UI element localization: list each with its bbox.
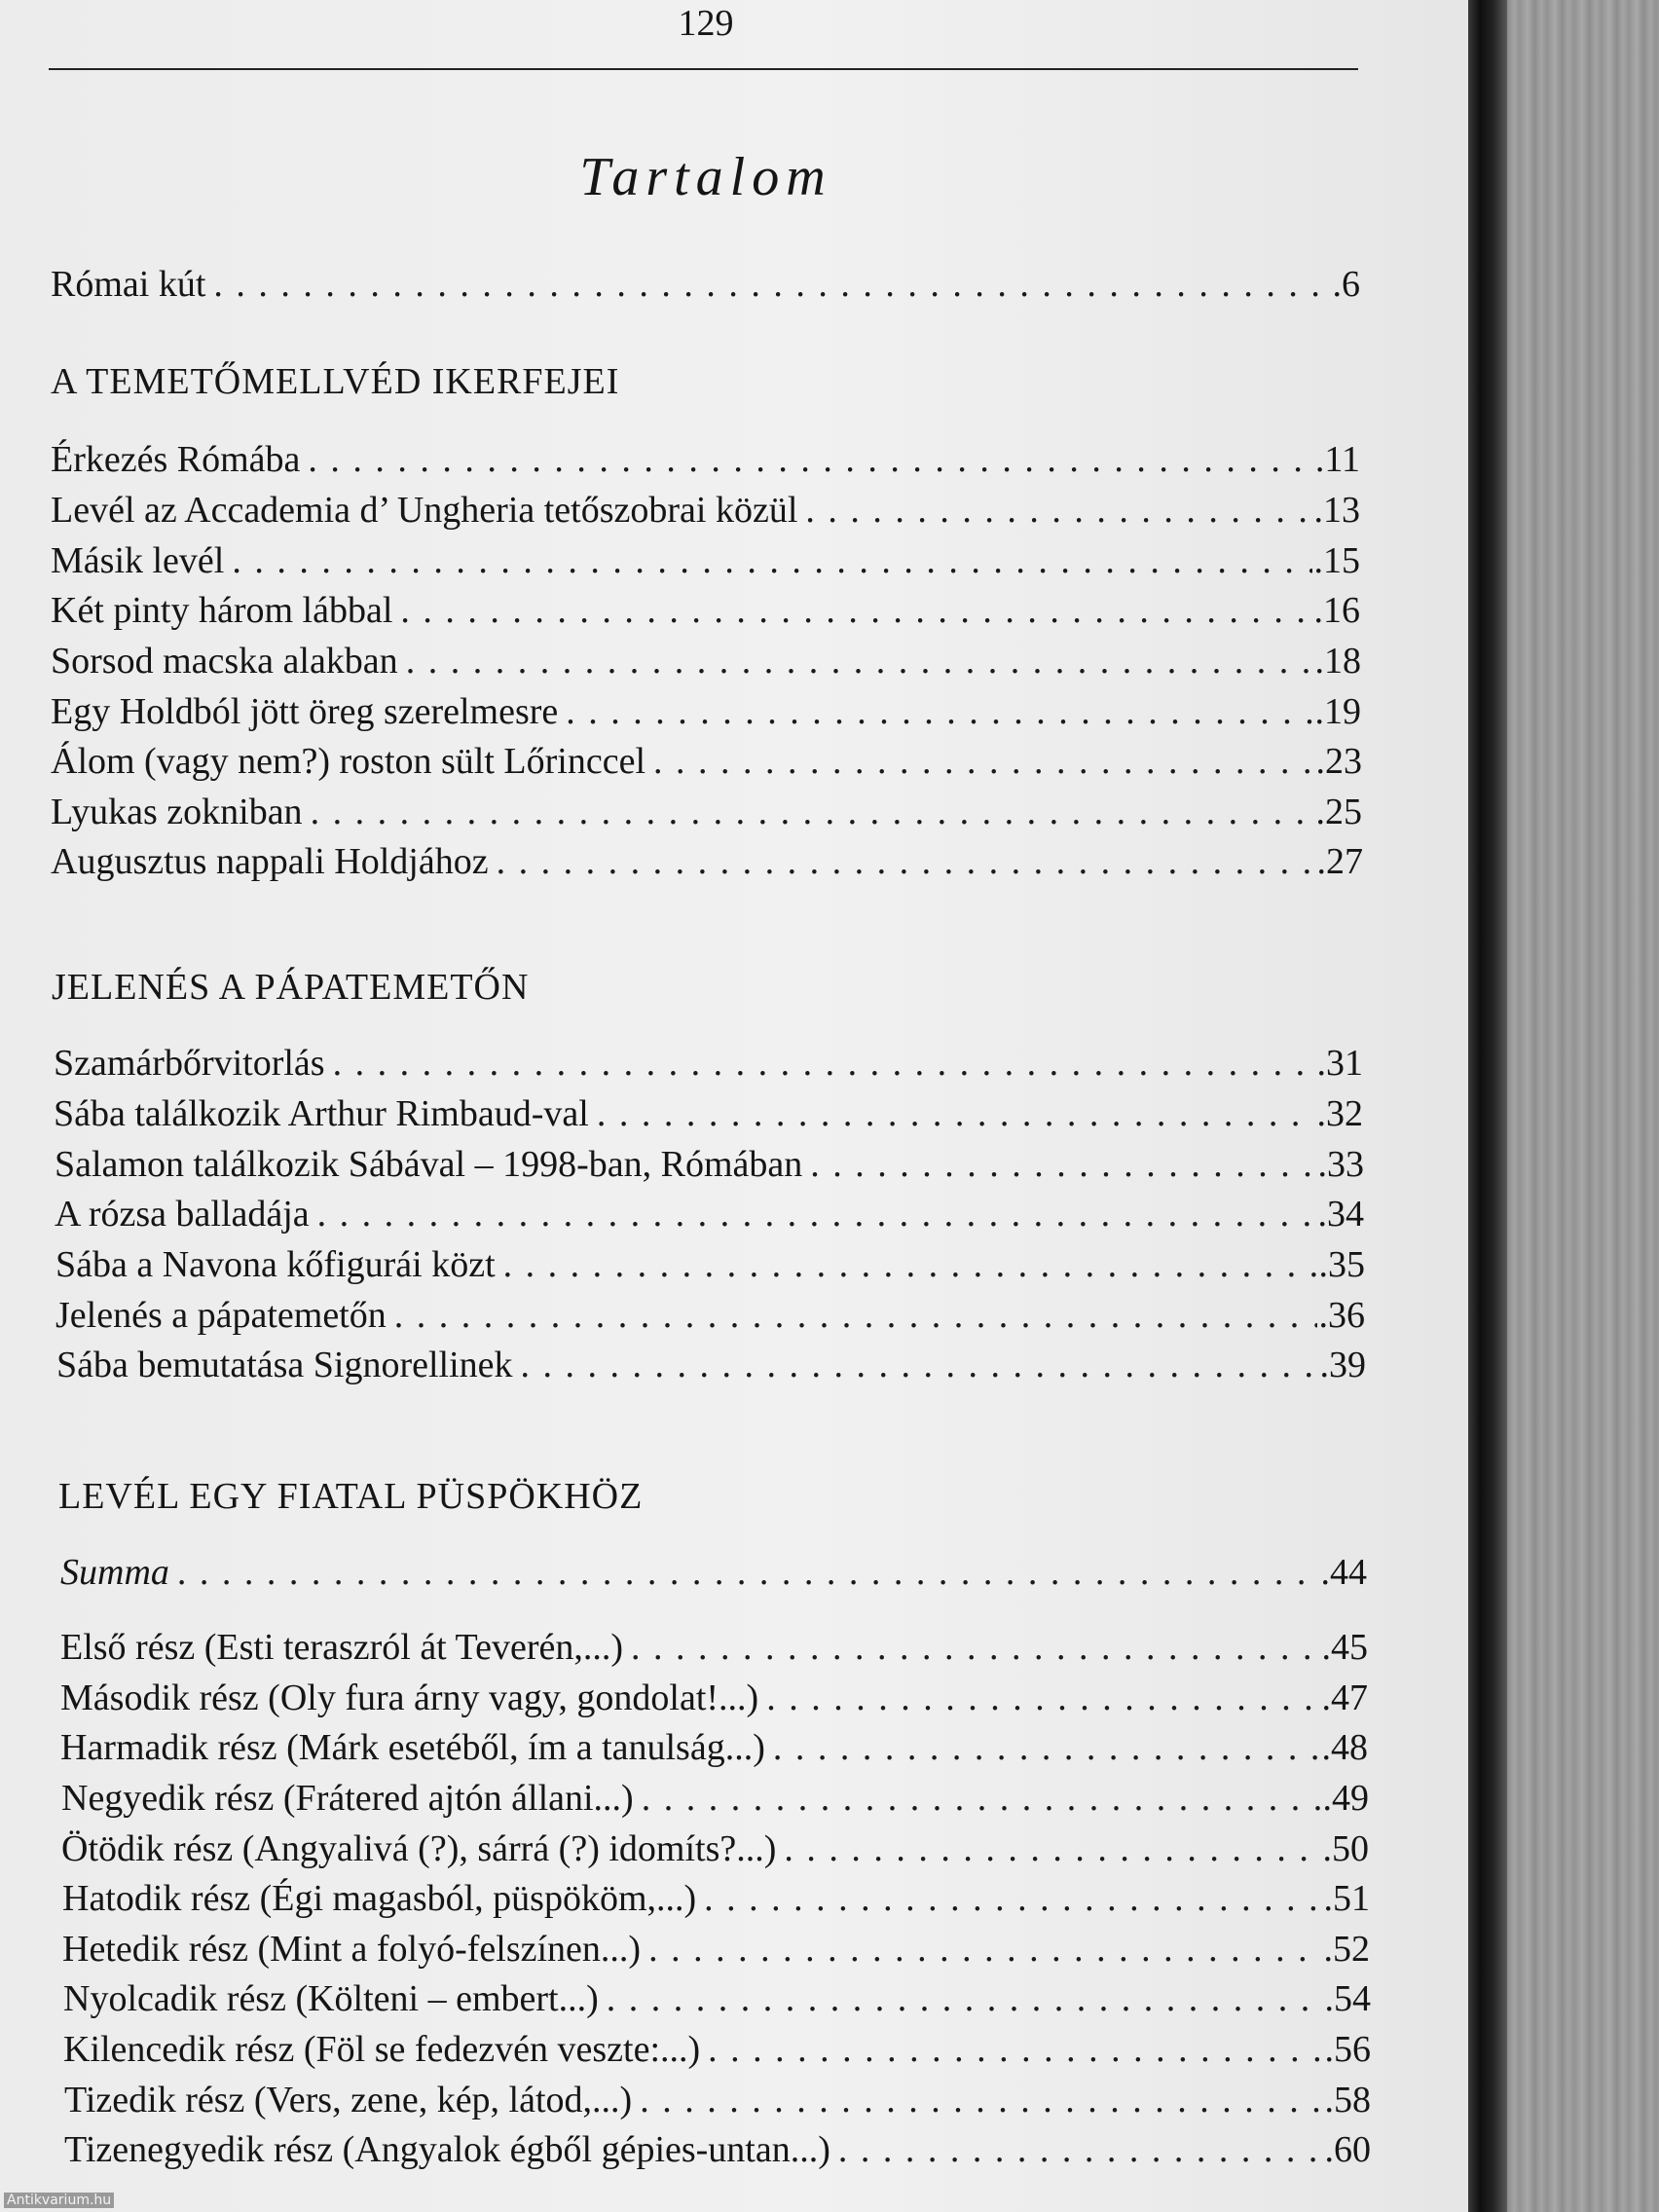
toc-entry-page: .49 bbox=[1322, 1778, 1369, 1819]
dot-leader bbox=[607, 1977, 1323, 2020]
toc-entry-page: .58 bbox=[1324, 2080, 1371, 2120]
toc-entry bbox=[51, 740, 1362, 783]
toc-entry bbox=[60, 1677, 1368, 1719]
toc-entry-title: Álom (vagy nem?) roston sült Lőrinccel bbox=[51, 741, 646, 782]
toc-entry-page: .27 bbox=[1316, 841, 1363, 882]
dot-leader bbox=[521, 1344, 1318, 1386]
toc-entry bbox=[51, 263, 1360, 306]
page-number: 129 bbox=[678, 3, 734, 44]
toc-entry-page: .54 bbox=[1324, 1978, 1371, 2019]
toc-entry bbox=[55, 1294, 1365, 1337]
page-title: Tartalom bbox=[579, 147, 832, 207]
section-heading: JELENÉS A PÁPATEMETŐN bbox=[52, 967, 530, 1008]
dot-leader bbox=[333, 1042, 1315, 1085]
toc-entry-title: Érkezés Rómába bbox=[51, 439, 301, 480]
toc-entry-title: Augusztus nappali Holdjához bbox=[51, 841, 489, 882]
toc-entry-title: Levél az Accademia d’ Ungheria tetőszobrai közül bbox=[51, 490, 798, 531]
dot-leader bbox=[640, 2079, 1322, 2121]
toc-entry-summa bbox=[60, 1551, 1367, 1594]
toc-entry bbox=[51, 539, 1360, 582]
toc-entry-title: Második rész (Oly fura árny vagy, gondolat!...) bbox=[60, 1677, 759, 1718]
toc-entry-page: .60 bbox=[1324, 2129, 1371, 2170]
toc-entry-page: .39 bbox=[1319, 1345, 1366, 1385]
toc-entry-title: Tizenegyedik rész (Angyalok égből gépies-untan...) bbox=[64, 2129, 830, 2170]
toc-entry-title: Sába találkozik Arthur Rimbaud-val bbox=[54, 1093, 589, 1134]
toc-entry bbox=[64, 2079, 1371, 2121]
dot-leader bbox=[394, 1294, 1317, 1337]
toc-entry bbox=[51, 690, 1361, 733]
dot-leader bbox=[400, 589, 1311, 632]
toc-entry-title: Sorsod macska alakban bbox=[51, 641, 398, 682]
toc-entry-page: .47 bbox=[1321, 1677, 1368, 1718]
dot-leader bbox=[805, 489, 1311, 532]
dot-leader bbox=[773, 1726, 1320, 1769]
toc-entry-page: .13 bbox=[1313, 490, 1360, 531]
toc-entry bbox=[51, 840, 1363, 883]
dot-leader bbox=[704, 1877, 1321, 1920]
toc-entry-page: .36 bbox=[1318, 1295, 1365, 1336]
toc-entry bbox=[54, 1042, 1363, 1085]
toc-entry-page: .48 bbox=[1321, 1727, 1368, 1768]
toc-entry-page: .25 bbox=[1315, 792, 1362, 832]
dot-leader bbox=[838, 2128, 1323, 2171]
background-strip bbox=[1507, 0, 1659, 2212]
toc-entry-title: Egy Holdból jött öreg szerelmesre bbox=[51, 691, 559, 732]
toc-entry-title: Első rész (Esti teraszról át Teverén,...) bbox=[60, 1627, 624, 1668]
toc-entry-title: Szamárbőrvitorlás bbox=[54, 1043, 325, 1084]
toc-entry-title: Két pinty három lábbal bbox=[51, 590, 393, 631]
toc-entry-title: Nyolcadik rész (Költeni – embert...) bbox=[63, 1978, 599, 2019]
dot-leader bbox=[810, 1143, 1315, 1186]
toc-entry bbox=[64, 2128, 1371, 2171]
toc-entry-title: Sába a Navona kőfigurái közt bbox=[55, 1244, 496, 1285]
page-edge bbox=[1468, 0, 1507, 2212]
toc-entry bbox=[60, 1626, 1368, 1669]
toc-entry bbox=[63, 2028, 1371, 2071]
toc-entry-title: Jelenés a pápatemetőn bbox=[55, 1295, 387, 1336]
dot-leader bbox=[317, 1193, 1316, 1235]
toc-entry bbox=[54, 1092, 1363, 1135]
toc-entry bbox=[51, 589, 1360, 632]
toc-entry bbox=[61, 1777, 1369, 1820]
toc-entry-title: Hatodik rész (Égi magasból, püspököm,...) bbox=[62, 1878, 697, 1919]
dot-leader bbox=[766, 1677, 1319, 1719]
toc-entry-page: .44 bbox=[1320, 1552, 1367, 1593]
toc-entry-page: .35 bbox=[1318, 1244, 1365, 1285]
toc-entry bbox=[51, 438, 1360, 481]
toc-entry-page: .19 bbox=[1314, 691, 1361, 732]
toc-entry-title: Lyukas zokniban bbox=[51, 792, 303, 832]
toc-entry-page: .18 bbox=[1314, 641, 1361, 682]
toc-entry bbox=[51, 489, 1360, 532]
dot-leader bbox=[308, 438, 1313, 481]
toc-entry-title: Római kút bbox=[51, 264, 206, 305]
toc-entry bbox=[62, 1877, 1370, 1920]
dot-leader bbox=[708, 2028, 1322, 2071]
toc-entry-title: Sába bemutatása Signorellinek bbox=[56, 1345, 513, 1385]
toc-entry-page: .45 bbox=[1321, 1627, 1368, 1668]
dot-leader bbox=[213, 263, 1330, 306]
dot-leader bbox=[311, 791, 1314, 833]
dot-leader bbox=[503, 1243, 1317, 1286]
toc-entry-title: Másik levél bbox=[51, 540, 225, 581]
toc-entry-page: .11 bbox=[1314, 439, 1360, 480]
toc-entry-page: .56 bbox=[1324, 2029, 1371, 2070]
dot-leader bbox=[232, 539, 1311, 582]
toc-entry bbox=[61, 1827, 1369, 1870]
toc-entry-page: .6 bbox=[1332, 264, 1360, 305]
toc-entry-page: .16 bbox=[1313, 590, 1360, 631]
section-heading: A TEMETŐMELLVÉD IKERFEJEI bbox=[51, 361, 620, 402]
toc-entry-title: Kilencedik rész (Föl se fedezvén veszte:...) bbox=[63, 2029, 701, 2070]
toc-entry-page: .34 bbox=[1317, 1194, 1364, 1235]
toc-entry bbox=[51, 640, 1361, 682]
toc-entry bbox=[51, 791, 1362, 833]
toc-entry-title: Summa bbox=[60, 1552, 169, 1593]
toc-entry bbox=[55, 1143, 1364, 1186]
dot-leader bbox=[566, 690, 1312, 733]
dot-leader bbox=[653, 740, 1313, 783]
toc-entry-page: .31 bbox=[1316, 1043, 1363, 1084]
dot-leader bbox=[784, 1827, 1320, 1870]
dot-leader bbox=[497, 840, 1315, 883]
site-watermark: Antikvarium.hu bbox=[4, 2193, 114, 2208]
dot-leader bbox=[597, 1092, 1315, 1135]
toc-entry bbox=[55, 1193, 1364, 1235]
toc-entry bbox=[63, 1977, 1371, 2020]
toc-entry-title: Negyedik rész (Frátered ajtón állani...) bbox=[61, 1778, 634, 1819]
toc-entry bbox=[60, 1726, 1368, 1769]
toc-entry-title: Ötödik rész (Angyalivá (?), sárrá (?) idomíts?...) bbox=[61, 1828, 777, 1869]
toc-entry bbox=[55, 1243, 1365, 1286]
dot-leader bbox=[642, 1777, 1321, 1820]
toc-entry-title: A rózsa balladája bbox=[55, 1194, 310, 1235]
toc-entry-page: .33 bbox=[1317, 1144, 1364, 1185]
toc-entry-title: Harmadik rész (Márk esetéből, ím a tanulság...) bbox=[60, 1727, 765, 1768]
dot-leader bbox=[648, 1928, 1321, 1971]
dot-leader bbox=[631, 1626, 1319, 1669]
toc-entry-page: .15 bbox=[1313, 540, 1360, 581]
toc-entry-title: Salamon találkozik Sábával – 1998-ban, Rómában bbox=[55, 1144, 803, 1185]
toc-entry bbox=[62, 1928, 1370, 1971]
section-heading: LEVÉL EGY FIATAL PÜSPÖKHÖZ bbox=[58, 1476, 644, 1517]
toc-entry-page: .50 bbox=[1322, 1828, 1369, 1869]
toc-entry-page: .23 bbox=[1315, 741, 1362, 782]
dot-leader bbox=[406, 640, 1313, 682]
toc-entry-title: Tizedik rész (Vers, zene, kép, látod,...) bbox=[64, 2080, 633, 2120]
toc-entry-page: .52 bbox=[1323, 1929, 1370, 1970]
toc-entry bbox=[56, 1344, 1366, 1386]
toc-entry-page: .32 bbox=[1316, 1093, 1363, 1134]
toc-entry-page: .51 bbox=[1323, 1878, 1370, 1919]
dot-leader bbox=[177, 1551, 1319, 1594]
toc-entry-title: Hetedik rész (Mint a folyó-felszínen...) bbox=[62, 1929, 642, 1970]
